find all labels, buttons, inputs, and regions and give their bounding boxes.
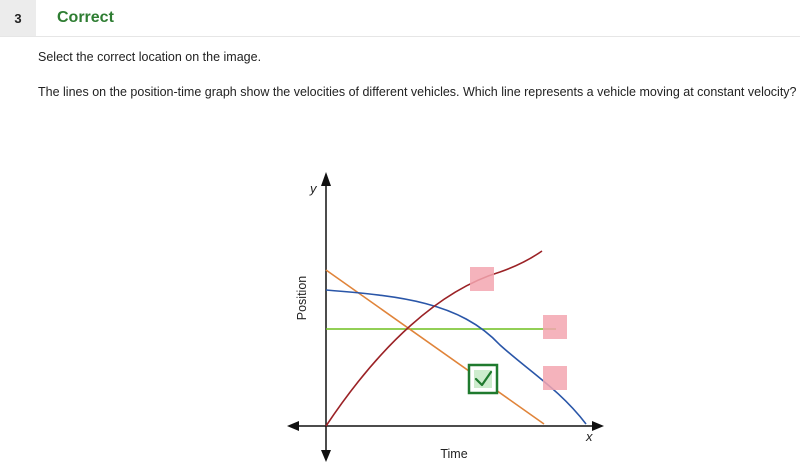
x-axis-letter: x [586,429,593,444]
question-prompt: The lines on the position-time graph show the velocities of different vehicles. Which line represents a vehicle moving at constant velocity? [38,85,797,99]
y-axis-up-arrow-icon [321,172,331,186]
x-axis-left-arrow-icon [287,421,299,431]
y-axis-label: Position [295,275,309,321]
instruction-text: Select the correct location on the image. [38,50,262,64]
blue-curve [326,290,586,424]
x-axis-label: Time [440,447,468,461]
target-red-line[interactable] [470,267,494,291]
target-blue-line[interactable] [543,366,567,390]
y-axis-down-arrow-icon [321,450,331,462]
status-correct: Correct [57,9,114,26]
question-number: 3 [0,0,36,36]
y-axis-letter: y [310,181,317,196]
target-orange-line-selected[interactable] [469,365,497,393]
target-green-line[interactable] [543,315,567,339]
x-axis-right-arrow-icon [592,421,604,431]
